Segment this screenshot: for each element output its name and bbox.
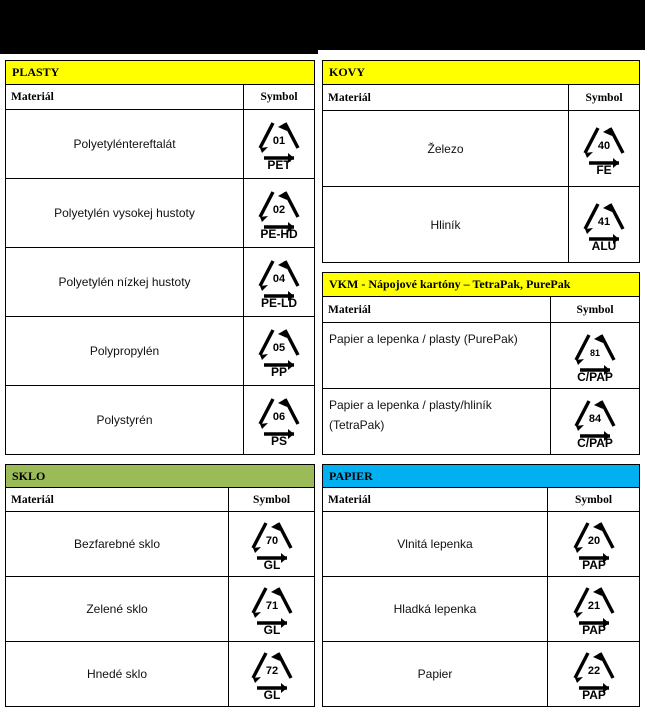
recycling-symbol bbox=[548, 512, 640, 577]
material-abbreviation: PS bbox=[270, 434, 288, 448]
kovy-title: KOVY bbox=[323, 61, 640, 85]
recycling-code: 41 bbox=[597, 215, 611, 228]
col-header-symbol: Symbol bbox=[244, 85, 315, 110]
material-abbreviation: C/PAP bbox=[577, 369, 613, 384]
material-abbreviation: FE bbox=[596, 162, 612, 177]
recycling-code: 81 bbox=[589, 347, 601, 358]
material-name: Polystyrén bbox=[6, 386, 244, 455]
col-header-symbol: Symbol bbox=[569, 85, 640, 111]
recycling-code: 04 bbox=[272, 273, 286, 285]
recycling-triangle-icon bbox=[251, 321, 307, 381]
recycling-symbol bbox=[548, 642, 640, 707]
material-name: Polyetyléntereftalát bbox=[6, 110, 244, 179]
recycling-symbol bbox=[244, 386, 315, 455]
sklo-title: SKLO bbox=[6, 465, 315, 488]
recycling-symbol bbox=[569, 187, 640, 263]
recycling-triangle-icon bbox=[244, 579, 300, 639]
col-header-material: Materiál bbox=[323, 85, 569, 111]
recycling-triangle-icon bbox=[251, 252, 307, 312]
recycling-symbol bbox=[551, 389, 640, 455]
recycling-triangle-icon bbox=[566, 644, 622, 704]
recycling-triangle-icon bbox=[566, 514, 622, 574]
papier-table bbox=[322, 464, 640, 707]
material-name: Hliník bbox=[323, 187, 569, 263]
material-abbreviation: PET bbox=[267, 158, 291, 172]
recycling-symbol bbox=[551, 323, 640, 389]
material-name: Železo bbox=[323, 111, 569, 187]
material-name: Papier a lepenka / plasty (PurePak) bbox=[323, 323, 551, 389]
material-abbreviation: C/PAP bbox=[577, 435, 613, 450]
recycling-symbol bbox=[229, 642, 315, 707]
recycling-triangle-icon bbox=[566, 579, 622, 639]
recycling-symbol bbox=[244, 317, 315, 386]
material-abbreviation: PAP bbox=[581, 688, 606, 702]
recycling-code: 84 bbox=[588, 412, 602, 425]
recycling-code: 05 bbox=[272, 342, 286, 354]
material-name: Hladká lepenka bbox=[323, 577, 548, 642]
recycling-symbol bbox=[244, 179, 315, 248]
material-name: Bezfarebné sklo bbox=[6, 512, 229, 577]
recycling-code: 71 bbox=[265, 600, 278, 612]
material-abbreviation: GL bbox=[263, 558, 280, 572]
sklo-table bbox=[5, 464, 315, 707]
vkm-title: VKM - Nápojové kartóny – TetraPak, PurePak bbox=[323, 273, 640, 297]
recycling-symbol bbox=[229, 512, 315, 577]
plasty-title: PLASTY bbox=[6, 61, 315, 85]
recycling-code: 70 bbox=[265, 535, 278, 547]
material-name: Polypropylén bbox=[6, 317, 244, 386]
recycling-symbol bbox=[244, 110, 315, 179]
recycling-symbol bbox=[229, 577, 315, 642]
recycling-triangle-icon bbox=[576, 119, 632, 179]
col-header-material: Materiál bbox=[6, 85, 244, 110]
material-name: Polyetylén nízkej hustoty bbox=[6, 248, 244, 317]
recycling-triangle-icon bbox=[251, 114, 307, 174]
recycling-code: 72 bbox=[265, 665, 278, 677]
material-abbreviation: GL bbox=[263, 623, 280, 637]
material-name: Hnedé sklo bbox=[6, 642, 229, 707]
recycling-code: 06 bbox=[272, 411, 286, 423]
material-abbreviation: PE-HD bbox=[260, 227, 298, 241]
material-name: Vlnitá lepenka bbox=[323, 512, 548, 577]
recycling-code: 02 bbox=[272, 204, 286, 216]
recycling-code: 21 bbox=[587, 600, 600, 612]
col-header-material: Materiál bbox=[6, 488, 229, 512]
recycling-triangle-icon bbox=[567, 392, 623, 452]
material-abbreviation: GL bbox=[263, 688, 280, 702]
vkm-table bbox=[322, 272, 640, 455]
recycling-code: 20 bbox=[587, 535, 600, 547]
material-name: Papier a lepenka / plasty/hliník (TetraPak) bbox=[323, 389, 551, 455]
material-abbreviation: PAP bbox=[581, 623, 606, 637]
col-header-material: Materiál bbox=[323, 297, 551, 323]
recycling-triangle-icon bbox=[567, 326, 623, 386]
material-name: Papier bbox=[323, 642, 548, 707]
recycling-triangle-icon bbox=[251, 390, 307, 450]
col-header-symbol: Symbol bbox=[548, 488, 640, 512]
recycling-symbol bbox=[569, 111, 640, 187]
col-header-material: Materiál bbox=[323, 488, 548, 512]
material-abbreviation: PE-LD bbox=[261, 296, 297, 310]
top-bar-notch bbox=[318, 50, 645, 54]
col-header-symbol: Symbol bbox=[551, 297, 640, 323]
material-name: Polyetylén vysokej hustoty bbox=[6, 179, 244, 248]
plasty-table bbox=[5, 60, 315, 455]
recycling-code: 01 bbox=[272, 135, 286, 147]
recycling-symbol bbox=[548, 577, 640, 642]
material-name: Zelené sklo bbox=[6, 577, 229, 642]
recycling-symbol bbox=[244, 248, 315, 317]
recycling-triangle-icon bbox=[576, 195, 632, 255]
recycling-triangle-icon bbox=[251, 183, 307, 243]
recycling-code: 40 bbox=[597, 139, 611, 152]
recycling-code: 22 bbox=[587, 665, 600, 677]
recycling-triangle-icon bbox=[244, 644, 300, 704]
material-abbreviation: PAP bbox=[581, 558, 606, 572]
papier-title: PAPIER bbox=[323, 465, 640, 488]
recycling-triangle-icon bbox=[244, 514, 300, 574]
kovy-table bbox=[322, 60, 640, 263]
top-black-bar bbox=[0, 0, 645, 54]
material-abbreviation: PP bbox=[270, 365, 288, 379]
material-abbreviation: ALU bbox=[591, 238, 617, 253]
col-header-symbol: Symbol bbox=[229, 488, 315, 512]
